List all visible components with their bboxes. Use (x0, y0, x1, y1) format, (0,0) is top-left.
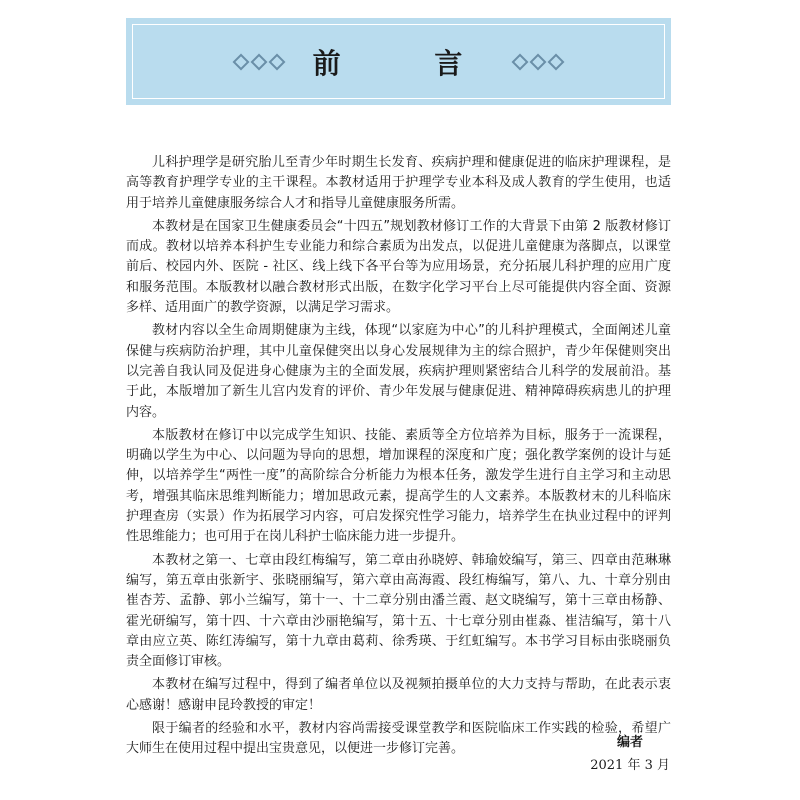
paragraph: 儿科护理学是研究胎儿至青少年时期生长发育、疾病护理和健康促进的临床护理课程，是高等教育护理学专业的主干课程。本教材适用于护理学专业本科及成人教育的学生使用，也适用于培养儿童健康服务综合人才和指导儿童健康服务所需。 (126, 155, 671, 211)
signature-date: 2021 年 3 月 (590, 758, 670, 773)
preface-header-inner (126, 18, 671, 105)
preface-body (126, 153, 671, 763)
right-diamond-ornament-icon (512, 56, 564, 68)
paragraph: 本版教材在修订中以完成学生知识、技能、素质等全方位培养为目标，服务于一流课程，明确以学生为中心、以问题为导向的思想，增加课程的深度和广度；强化教学案例的设计与延伸，以培养学生“两性一度”的高阶综合分析能力为根本任务，激发学生进行自主学习和主动思考，增强其临床思维判断能力；增加思政元素，提高学生的人文素养。本版教材末的儿科临床护理查房（实景）作为拓展学习内容，可启发探究性学习能力，培养学生在执业过程中的评判性思维能力；也可用于在岗儿科护士临床能力进一步提升。 (126, 427, 671, 545)
paragraph: 本教材之第一、七章由段红梅编写，第二章由孙晓婷、韩瑜姣编写，第三、四章由范琳琳编写，第五章由张新宇、张晓丽编写，第六章由高海霞、段红梅编写，第八、九、十章分别由崔杏芳、孟静、郭小兰编写，第十一、十二章分别由潘兰霞、赵文晓编写，第十三章由杨静、霍光研编写，第十四、十六章由沙丽艳编写，第十五、十七章分别由崔淼、崔洁编写，第十八章由应立英、陈红涛编写，第十九章由葛莉、徐秀瑛、于红虹编写。本书学习目标由张晓丽负责全面修订审核。 (126, 552, 671, 670)
preface-header-banner (126, 18, 671, 105)
left-diamond-ornament-icon (233, 56, 285, 68)
page-title: 前 言 (312, 46, 505, 80)
paragraph: 本教材在编写过程中，得到了编者单位以及视频拍摄单位的大力支持与帮助，在此表示衷心感谢！感谢申昆玲教授的审定！ (126, 677, 671, 713)
signature-author: 编者 (616, 735, 643, 750)
paragraph: 限于编者的经验和水平，教材内容尚需接受课堂教学和医院临床工作实践的检验，希望广大师生在使用过程中提出宝贵意见，以便进一步修订完善。 (126, 721, 671, 757)
paragraph: 教材内容以全生命周期健康为主线，体现“以家庭为中心”的儿科护理模式，全面阐述儿童保健与疾病防治护理，其中儿童保健突出以身心发展规律为主的综合照护，青少年保健则突出以完善自我认同及促进身心健康为主的全面发展，疾病护理则紧密结合儿科学的发展前沿。基于此，本版增加了新生儿宫内发育的评价、青少年发展与健康促进、精神障碍疾病患儿的护理内容。 (126, 323, 671, 420)
signature-block (560, 731, 670, 773)
paragraph: 本教材是在国家卫生健康委员会“十四五”规划教材修订工作的大背景下由第 2 版教材修订而成。教材以培养本科护生专业能力和综合素质为出发点，以促进儿童健康为落脚点，以课堂前后、校园内外、医院 - 社区、线上线下各平台等为应用场景，充分拓展儿科护理的应用广度和服务范围。本版教材以融合教材形式出版，在数字化学习平台上尽可能提供内容全面、资源多样、适用面广的教学资源，以满足学习需求。 (126, 218, 671, 316)
